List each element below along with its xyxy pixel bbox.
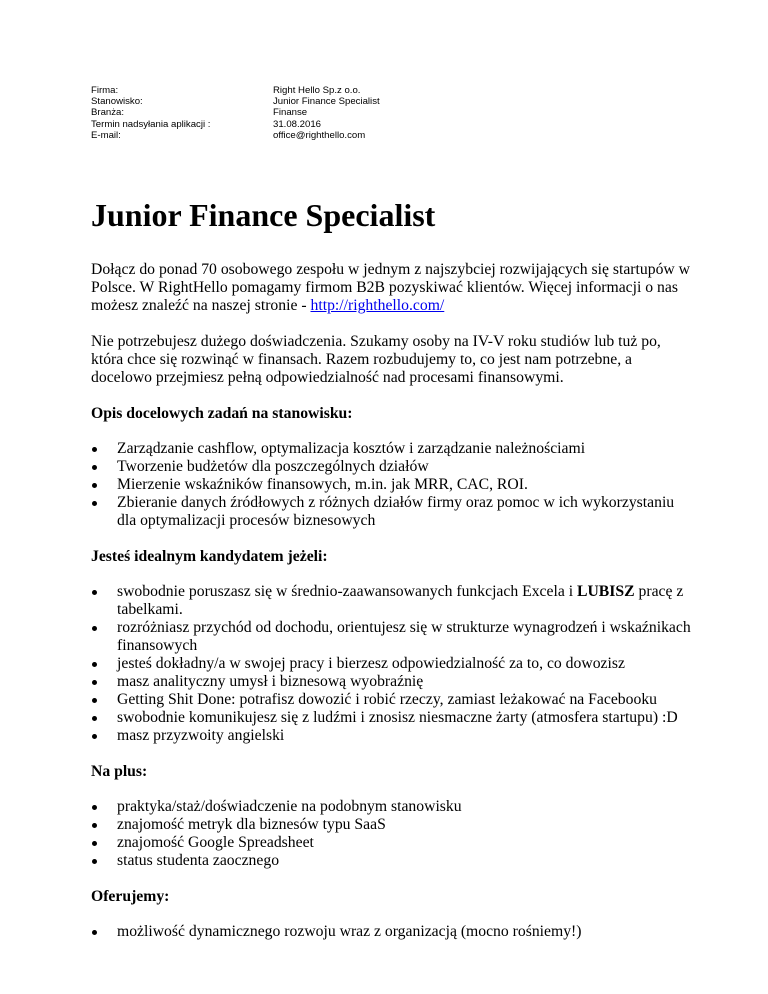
meta-label: Stanowisko: (91, 96, 143, 108)
meta-value: Junior Finance Specialist (273, 96, 380, 108)
section-heading-tasks: Opis docelowych zadań na stanowisku: (91, 405, 353, 422)
meta-value: 31.08.2016 (273, 118, 322, 130)
list-item-text: swobodnie poruszasz się w średnio-zaawansowanych funkcjach Excela i (117, 583, 578, 600)
list-item: możliwość dynamicznego rozwoju wraz z organizacją (mocno rośniemy!) (91, 923, 691, 941)
section-heading-ideal-candidate: Jesteś idealnym kandydatem jeżeli: (91, 548, 328, 565)
intro-text: Dołącz do ponad 70 osobowego zespołu w jednym z najszybciej rozwijających się startupów w Polsce. W RightHello pomagamy firmom B2B pozyskiwać klientów. Więcej informacji o nas możesz znaleźć na naszej stronie - (91, 261, 691, 314)
we-offer-list (91, 923, 691, 941)
meta-row-email (91, 130, 380, 141)
website-link[interactable]: http://righthello.com/ (310, 297, 445, 314)
meta-label: Termin nadsyłania aplikacji : (91, 118, 211, 130)
list-item: znajomość metryk dla biznesów typu SaaS (91, 816, 691, 834)
list-item: status studenta zaocznego (91, 852, 691, 870)
meta-value: Finanse (273, 107, 308, 119)
job-description (91, 195, 691, 941)
nice-to-have-list (91, 798, 691, 870)
meta-row-industry (91, 107, 380, 118)
meta-value: Right Hello Sp.z o.o. (273, 85, 361, 96)
list-item (91, 583, 691, 619)
section-heading-nice-to-have: Na plus: (91, 763, 148, 780)
meta-value: office@righthello.com (273, 129, 366, 141)
list-item: Zbieranie danych źródłowych z różnych działów firmy oraz pomoc w ich wykorzystaniu dla optymalizacji procesów biznesowych (91, 494, 691, 530)
list-item-emphasis: LUBISZ (577, 583, 635, 600)
list-item: masz przyzwoity angielski (91, 727, 691, 745)
list-item: znajomość Google Spreadsheet (91, 834, 691, 852)
meta-label: Branża: (91, 107, 125, 119)
job-metadata (91, 85, 380, 141)
list-item: jesteś dokładny/a w swojej pracy i bierzesz odpowiedzialność za to, co dowozisz (91, 655, 691, 673)
section-heading-we-offer: Oferujemy: (91, 888, 170, 905)
ideal-candidate-list (91, 583, 691, 745)
meta-row-company (91, 85, 380, 96)
meta-label: E-mail: (91, 129, 121, 141)
list-item: Tworzenie budżetów dla poszczególnych działów (91, 458, 691, 476)
list-item: masz analityczny umysł i biznesową wyobraźnię (91, 673, 691, 691)
list-item: praktyka/staż/doświadczenie na podobnym stanowisku (91, 798, 691, 816)
tasks-list (91, 440, 691, 530)
meta-row-position (91, 96, 380, 107)
intro-paragraph (91, 261, 691, 315)
list-item: rozróżniasz przychód od dochodu, orientujesz się w strukturze wynagrodzeń i wskaźnikach finansowych (91, 619, 691, 655)
meta-row-deadline (91, 119, 380, 130)
list-item: Getting Shit Done: potrafisz dowozić i robić rzeczy, zamiast leżakować na Facebooku (91, 691, 691, 709)
list-item: Zarządzanie cashflow, optymalizacja kosztów i zarządzanie należnościami (91, 440, 691, 458)
list-item: swobodnie komunikujesz się z ludźmi i znosisz niesmaczne żarty (atmosfera startupu) :D (91, 709, 691, 727)
list-item-text: pracę z tabelkami. (117, 583, 684, 618)
page-title: Junior Finance Specialist (91, 197, 436, 233)
requirements-paragraph: Nie potrzebujesz dużego doświadczenia. Szukamy osoby na IV-V roku studiów lub tuż po, która chce się rozwinąć w finansach. Razem rozbudujemy to, co jest nam potrzebne, a docelowo przejmiesz pełną odpowiedzialność nad procesami finansowymi. (91, 333, 661, 386)
list-item: Mierzenie wskaźników finansowych, m.in. jak MRR, CAC, ROI. (91, 476, 691, 494)
meta-label: Firma: (91, 85, 119, 96)
